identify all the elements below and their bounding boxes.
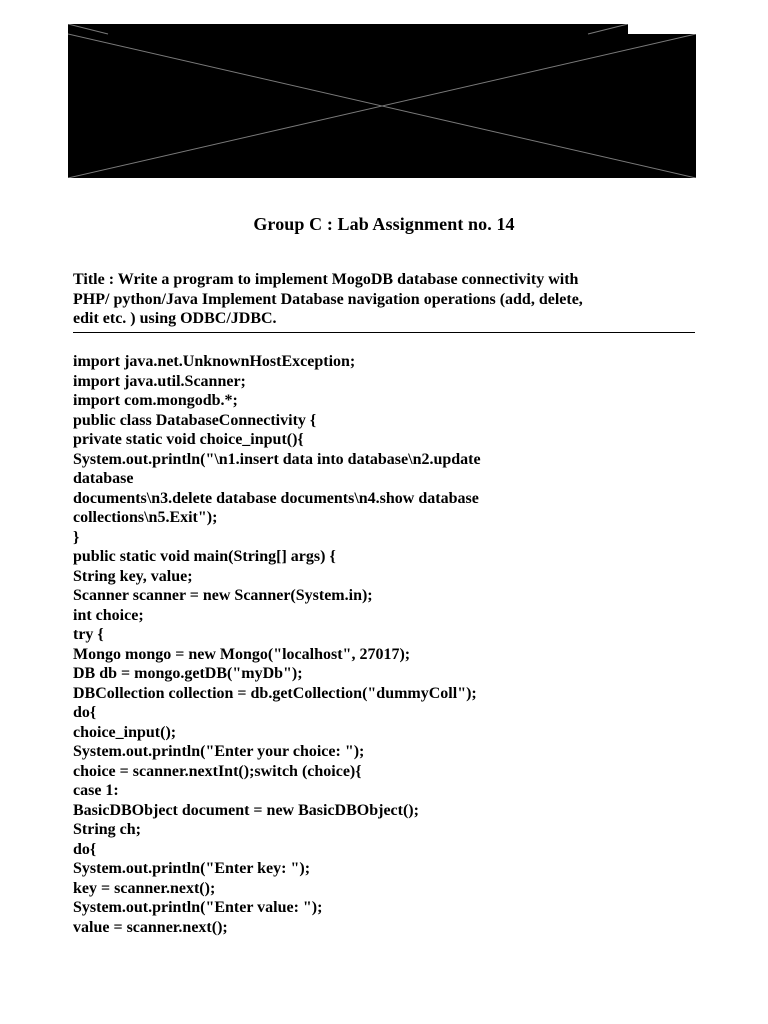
title-line: edit etc. ) using ODBC/JDBC. xyxy=(73,310,277,327)
header-placeholder-image xyxy=(68,24,696,178)
code-line: String ch; xyxy=(73,821,141,838)
code-line: public static void main(String[] args) { xyxy=(73,548,336,565)
code-line: Scanner scanner = new Scanner(System.in); xyxy=(73,587,373,604)
code-line: private static void choice_input(){ xyxy=(73,431,304,448)
code-line: System.out.println("Enter key: "); xyxy=(73,860,311,877)
code-line: key = scanner.next(); xyxy=(73,879,216,897)
code-line: System.out.println("Enter value: "); xyxy=(73,899,323,916)
code-line: choice = scanner.nextInt();switch (choice){ xyxy=(73,762,362,780)
code-line: } xyxy=(73,528,80,546)
code-line: do{ xyxy=(73,840,97,858)
code-line: String key, value; xyxy=(73,567,193,585)
code-line: database xyxy=(73,470,134,487)
code-line: public class DatabaseConnectivity { xyxy=(73,411,317,429)
assignment-heading: Group C : Lab Assignment no. 14 xyxy=(253,214,515,234)
code-line: int choice; xyxy=(73,606,144,624)
title-line: PHP/ python/Java Implement Database navigation operations (add, delete, xyxy=(73,290,583,308)
code-line: import java.net.UnknownHostException; xyxy=(73,353,356,370)
horizontal-divider xyxy=(73,332,695,333)
code-line: collections\n5.Exit"); xyxy=(73,509,218,526)
code-line: choice_input(); xyxy=(73,723,177,741)
code-line: BasicDBObject document = new BasicDBObject(); xyxy=(73,801,419,819)
code-line: DB db = mongo.getDB("myDb"); xyxy=(73,665,303,682)
code-line: DBCollection collection = db.getCollection("dummyColl"); xyxy=(73,684,477,702)
code-line: do{ xyxy=(73,704,97,721)
code-listing xyxy=(73,352,695,937)
code-line: System.out.println("\n1.insert data into database\n2.update xyxy=(73,450,481,468)
code-line: documents\n3.delete database documents\n4.show database xyxy=(73,489,479,507)
code-line: System.out.println("Enter your choice: "); xyxy=(73,743,365,760)
title-paragraph xyxy=(73,270,695,329)
code-line: try { xyxy=(73,626,104,643)
code-line: import java.util.Scanner; xyxy=(73,372,246,390)
code-line: value = scanner.next(); xyxy=(73,918,228,936)
title-line: Title : Write a program to implement MogoDB database connectivity with xyxy=(73,271,579,288)
code-line: Mongo mongo = new Mongo("localhost", 27017); xyxy=(73,645,411,663)
code-line: case 1: xyxy=(73,782,119,799)
code-line: import com.mongodb.*; xyxy=(73,392,238,409)
